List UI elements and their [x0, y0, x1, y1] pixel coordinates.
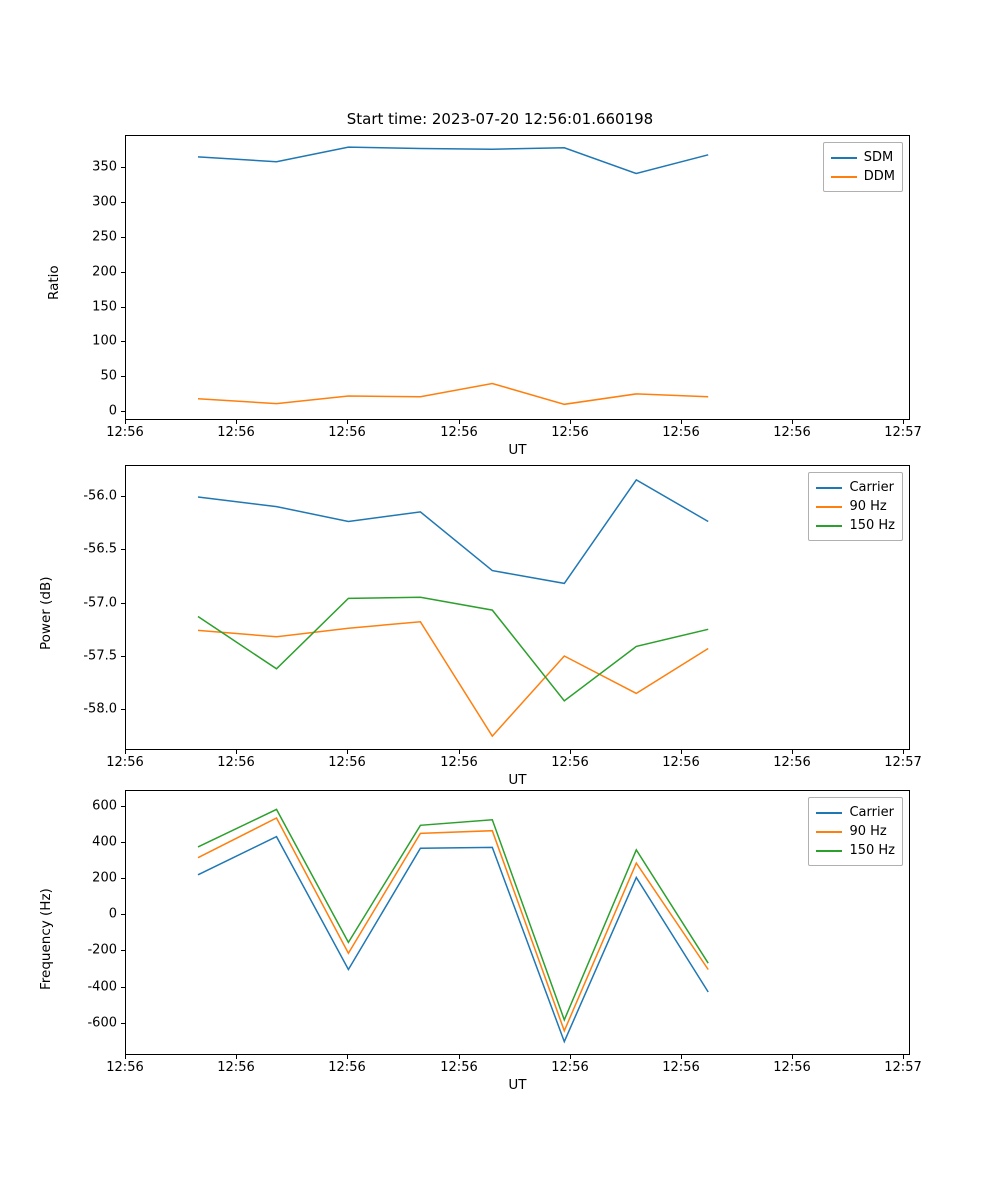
series-line-90-hz — [198, 622, 708, 736]
legend-swatch-150hz — [816, 525, 842, 527]
ytick-mark — [121, 709, 125, 710]
ytick-label: 150 — [92, 299, 117, 315]
xtick-mark — [792, 750, 793, 754]
panel-power — [0, 450, 1000, 788]
xtick-mark — [570, 1055, 571, 1059]
legend-power — [808, 472, 903, 541]
series-line-150-hz — [198, 597, 708, 701]
xtick-mark — [903, 750, 904, 754]
xtick-mark — [347, 420, 348, 424]
xtick-mark — [125, 420, 126, 424]
ytick-mark — [121, 272, 125, 273]
xtick-mark — [347, 1055, 348, 1059]
xtick-mark — [681, 420, 682, 424]
ytick-label: -56.5 — [83, 541, 117, 557]
ytick-mark — [121, 237, 125, 238]
xtick-label: 12:56 — [440, 425, 478, 440]
yaxis-label: Power (dB) — [38, 576, 54, 650]
ytick-mark — [121, 987, 125, 988]
xaxis-label: UT — [508, 1077, 527, 1093]
ytick-mark — [121, 411, 125, 412]
series-canvas-ratio — [126, 136, 910, 420]
legend-label-carrier: Carrier — [849, 480, 894, 495]
xtick-label: 12:56 — [773, 1060, 811, 1075]
series-line-carrier — [198, 837, 708, 1042]
legend-label-carrier: Carrier — [849, 805, 894, 820]
plot-area-frequency — [125, 790, 910, 1055]
series-canvas-frequency — [126, 791, 910, 1055]
ytick-mark — [121, 878, 125, 879]
yaxis-label: Frequency (Hz) — [38, 888, 54, 990]
ytick-label: 0 — [108, 403, 117, 419]
ytick-label: 50 — [100, 368, 117, 384]
series-canvas-power — [126, 466, 910, 750]
series-line-150-hz — [198, 809, 708, 1020]
xtick-label: 12:56 — [440, 755, 478, 770]
xtick-label: 12:56 — [773, 425, 811, 440]
ytick-mark — [121, 202, 125, 203]
xtick-label: 12:56 — [106, 1060, 144, 1075]
ytick-label: -58.0 — [83, 701, 117, 717]
xtick-mark — [236, 1055, 237, 1059]
xtick-mark — [681, 1055, 682, 1059]
xtick-mark — [125, 750, 126, 754]
xtick-label: 12:56 — [551, 425, 589, 440]
legend-ratio — [823, 142, 903, 192]
legend-item-90hz — [816, 497, 895, 516]
xtick-label: 12:56 — [217, 425, 255, 440]
ytick-label: -56.0 — [83, 488, 117, 504]
legend-item-carrier — [816, 803, 895, 822]
xtick-label: 12:56 — [662, 755, 700, 770]
ytick-label: 350 — [92, 159, 117, 175]
xtick-label: 12:56 — [662, 425, 700, 440]
xtick-label: 12:57 — [884, 755, 922, 770]
legend-label-90hz: 90 Hz — [849, 824, 887, 839]
plot-area-power — [125, 465, 910, 750]
xtick-mark — [125, 1055, 126, 1059]
ytick-mark — [121, 656, 125, 657]
legend-swatch-sdm — [831, 157, 857, 159]
xtick-label: 12:56 — [440, 1060, 478, 1075]
ytick-mark — [121, 167, 125, 168]
xtick-mark — [681, 750, 682, 754]
ytick-label: 0 — [108, 906, 117, 922]
legend-label-sdm: SDM — [863, 150, 894, 165]
ytick-label: -200 — [87, 942, 117, 958]
series-line-90-hz — [198, 818, 708, 1031]
xtick-label: 12:56 — [328, 755, 366, 770]
legend-swatch-ddm — [831, 176, 857, 178]
ytick-mark — [121, 1023, 125, 1024]
ytick-mark — [121, 307, 125, 308]
yaxis-label: Ratio — [46, 265, 62, 300]
legend-swatch-90hz — [816, 831, 842, 833]
xtick-label: 12:56 — [662, 1060, 700, 1075]
xtick-mark — [570, 750, 571, 754]
ytick-label: -57.0 — [83, 595, 117, 611]
figure-title: Start time: 2023-07-20 12:56:01.660198 — [346, 110, 654, 128]
ytick-label: 100 — [92, 333, 117, 349]
ytick-mark — [121, 603, 125, 604]
xtick-mark — [236, 750, 237, 754]
legend-label-90hz: 90 Hz — [849, 499, 887, 514]
series-line-sdm — [198, 147, 708, 173]
xtick-mark — [459, 420, 460, 424]
ytick-label: 250 — [92, 229, 117, 245]
legend-label-150hz: 150 Hz — [849, 843, 895, 858]
legend-swatch-150hz — [816, 850, 842, 852]
xtick-label: 12:56 — [773, 755, 811, 770]
ytick-label: 200 — [92, 870, 117, 886]
ytick-mark — [121, 914, 125, 915]
legend-item-90hz — [816, 822, 895, 841]
xtick-label: 12:56 — [106, 425, 144, 440]
ytick-label: -400 — [87, 979, 117, 994]
ytick-label: 400 — [92, 834, 117, 850]
xtick-label: 12:56 — [106, 755, 144, 770]
legend-swatch-90hz — [816, 506, 842, 508]
xaxis-label: UT — [508, 772, 527, 788]
xtick-mark — [459, 1055, 460, 1059]
ytick-label: 200 — [92, 264, 117, 280]
xtick-label: 12:56 — [328, 425, 366, 440]
legend-label-150hz: 150 Hz — [849, 518, 895, 533]
xtick-mark — [236, 420, 237, 424]
ytick-label: -600 — [87, 1015, 117, 1031]
xtick-label: 12:56 — [551, 755, 589, 770]
series-line-ddm — [198, 384, 708, 405]
legend-item-sdm — [831, 148, 895, 167]
ytick-mark — [121, 549, 125, 550]
legend-item-150hz — [816, 841, 895, 860]
ytick-label: 300 — [92, 194, 117, 210]
xtick-mark — [792, 1055, 793, 1059]
legend-swatch-carrier — [816, 812, 842, 814]
xtick-mark — [459, 750, 460, 754]
xtick-mark — [792, 420, 793, 424]
panel-ratio — [0, 110, 1000, 460]
xtick-label: 12:56 — [328, 1060, 366, 1075]
xtick-label: 12:57 — [884, 1060, 922, 1075]
xtick-mark — [347, 750, 348, 754]
plot-area-ratio — [125, 135, 910, 420]
legend-item-150hz — [816, 516, 895, 535]
xtick-label: 12:56 — [217, 755, 255, 770]
xaxis-label: UT — [508, 442, 527, 458]
legend-swatch-carrier — [816, 487, 842, 489]
ytick-mark — [121, 376, 125, 377]
xtick-label: 12:56 — [551, 1060, 589, 1075]
ytick-label: 600 — [92, 798, 117, 814]
series-line-carrier — [198, 480, 708, 584]
ytick-mark — [121, 950, 125, 951]
xtick-label: 12:56 — [217, 1060, 255, 1075]
ytick-label: -57.5 — [83, 648, 117, 664]
ytick-mark — [121, 806, 125, 807]
xtick-mark — [570, 420, 571, 424]
legend-item-carrier — [816, 478, 895, 497]
legend-label-ddm: DDM — [863, 169, 895, 184]
ytick-mark — [121, 341, 125, 342]
ytick-mark — [121, 842, 125, 843]
xtick-label: 12:57 — [884, 425, 922, 440]
xtick-mark — [903, 420, 904, 424]
legend-frequency — [808, 797, 903, 866]
legend-item-ddm — [831, 167, 895, 186]
panel-frequency — [0, 775, 1000, 1115]
ytick-mark — [121, 496, 125, 497]
xtick-mark — [903, 1055, 904, 1059]
